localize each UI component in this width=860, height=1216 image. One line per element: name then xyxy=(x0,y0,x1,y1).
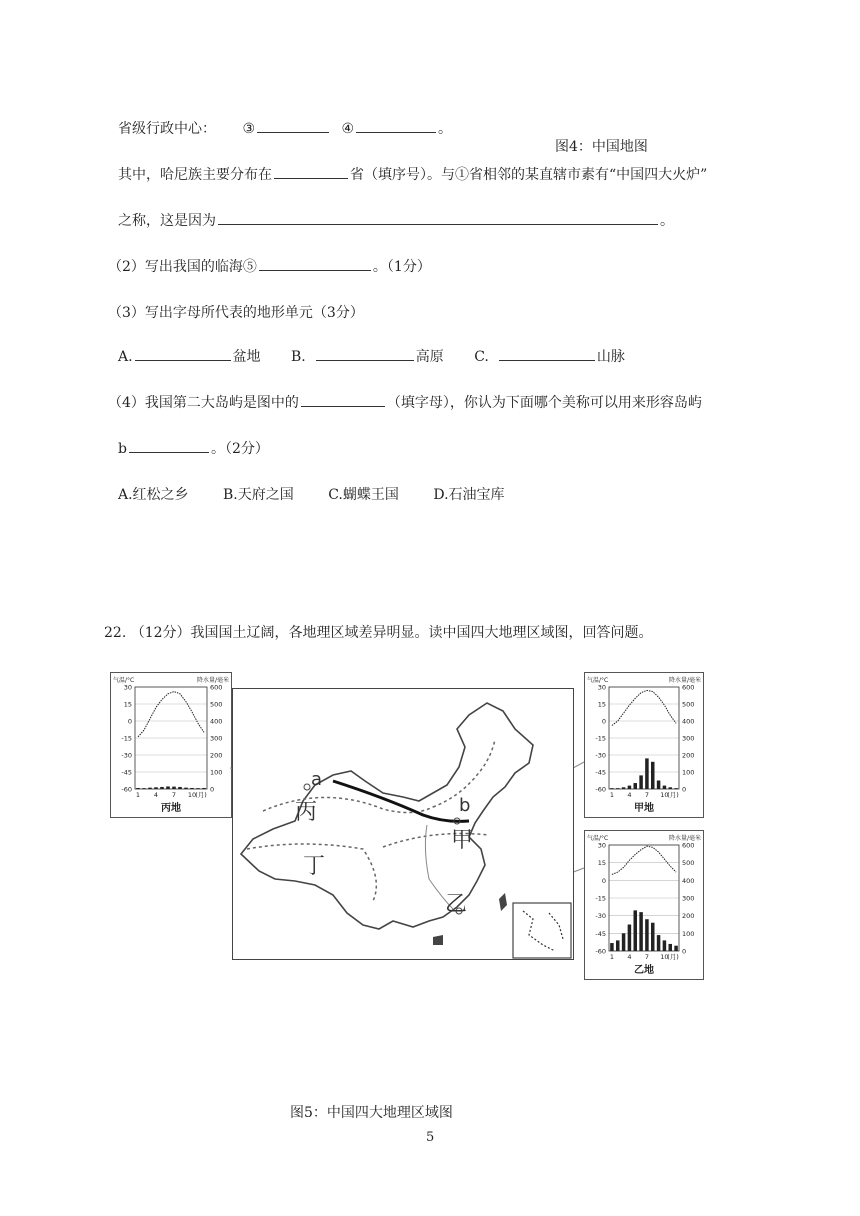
month-tick: 10 xyxy=(660,791,669,799)
precip-tick: 600 xyxy=(682,683,695,692)
map-label-jia: 甲 xyxy=(451,828,474,853)
month-tick: 4 xyxy=(627,791,632,799)
precip-tick: 500 xyxy=(682,700,695,709)
q4-option-a[interactable]: A.红松之乡 xyxy=(118,487,189,503)
fig4-caption: 图4：中国地图 xyxy=(555,139,648,155)
q4-option-c[interactable]: C.蝴蝶王国 xyxy=(328,487,399,503)
precip-tick: 500 xyxy=(682,859,695,868)
map-label-a: a xyxy=(311,769,323,790)
precip-tick: 600 xyxy=(682,841,695,850)
month-tick: 1 xyxy=(609,953,614,961)
month-unit: (月) xyxy=(667,791,679,799)
map-label-bing: 丙 xyxy=(295,800,318,825)
month-tick: 10 xyxy=(187,791,197,799)
map-label-yi: 乙 xyxy=(445,892,468,917)
temp-axis-label: 气温/°C xyxy=(587,835,609,842)
q3-a-suffix: 盆地 xyxy=(232,349,261,365)
south-china-sea-inset xyxy=(513,903,571,958)
month-unit: (月) xyxy=(195,791,207,799)
precip-tick: 600 xyxy=(210,683,223,692)
temp-tick: -60 xyxy=(121,785,132,794)
china-regions-map xyxy=(232,688,574,960)
temp-tick: -60 xyxy=(595,947,606,956)
q3-b-prefix: B. xyxy=(291,349,306,365)
q3-c-prefix: C. xyxy=(474,349,489,365)
boundary-northwest xyxy=(263,797,433,812)
q1-line3-end: 。 xyxy=(660,213,674,229)
precip-tick: 200 xyxy=(682,751,695,760)
temp-tick: -30 xyxy=(595,912,606,921)
precip-tick: 100 xyxy=(210,768,223,777)
temp-tick: 15 xyxy=(597,859,606,868)
month-tick: 1 xyxy=(609,791,614,799)
blank-4-label: ④ xyxy=(341,121,355,137)
temp-tick: 15 xyxy=(597,700,606,709)
blank-3-label: ③ xyxy=(242,121,256,137)
q1-line2-b: 省（填序号）。与①省相邻的某直辖市素有“中国四大火炉” xyxy=(350,167,708,183)
temp-tick: -30 xyxy=(121,751,132,760)
precip-tick: 400 xyxy=(210,717,223,726)
q4-line2-a: b xyxy=(118,441,127,457)
q4-option-b[interactable]: B.天府之国 xyxy=(223,487,294,503)
temp-tick: -30 xyxy=(595,751,606,760)
precip-tick: 500 xyxy=(210,700,223,709)
month-tick: 7 xyxy=(644,953,649,961)
temp-tick: 30 xyxy=(597,683,606,692)
month-tick: 7 xyxy=(171,791,177,799)
month-tick: 4 xyxy=(627,953,632,961)
precip-tick: 400 xyxy=(682,717,695,726)
q3-text: （3）写出字母所代表的地形单元（3分） xyxy=(108,305,364,321)
island-hainan xyxy=(433,935,443,945)
precip-tick: 0 xyxy=(682,947,687,956)
chart-place-name: 乙地 xyxy=(634,965,654,976)
temp-tick: 0 xyxy=(601,717,606,726)
month-unit: (月) xyxy=(667,953,679,961)
precip-tick: 300 xyxy=(682,734,695,743)
q4-option-d[interactable]: D.石油宝库 xyxy=(433,487,505,503)
q1-line3-a: 之称，这是因为 xyxy=(118,213,216,229)
q3-c-suffix: 山脉 xyxy=(596,349,625,365)
month-tick: 4 xyxy=(153,791,159,799)
temp-tick: -60 xyxy=(595,785,606,794)
precip-axis-label: 降水量/毫米 xyxy=(668,835,701,842)
map-label-ding: 丁 xyxy=(303,854,326,879)
precip-axis-label: 降水量/毫米 xyxy=(668,677,701,684)
q22-text: 22. （12分）我国国土辽阔，各地理区域差异明显。读中国四大地理区域图，回答问题。 xyxy=(104,625,653,641)
temp-tick: 0 xyxy=(601,876,606,885)
precip-axis-label: 降水量/毫米 xyxy=(196,677,229,684)
chart-place-name: 甲地 xyxy=(634,803,654,814)
precip-tick: 200 xyxy=(682,912,695,921)
q4-text-b: （填字母），你认为下面哪个美称可以用来形容岛屿 xyxy=(386,395,702,411)
temp-tick: 15 xyxy=(123,700,132,709)
map-label-b: b xyxy=(459,795,471,816)
chart-place-name: 丙地 xyxy=(161,803,181,814)
temp-tick: 30 xyxy=(597,841,606,850)
precip-tick: 100 xyxy=(682,768,695,777)
temp-tick: 0 xyxy=(127,717,132,726)
q4-line2-b: 。（2分） xyxy=(210,441,269,457)
q4-text-a: （4）我国第二大岛屿是图中的 xyxy=(108,395,299,411)
precip-tick: 300 xyxy=(210,734,223,743)
temp-tick: 30 xyxy=(123,683,132,692)
page-number: 5 xyxy=(426,1130,435,1145)
precip-tick: 100 xyxy=(682,929,695,938)
month-tick: 10 xyxy=(660,953,669,961)
q1-line2-a: 其中，哈尼族主要分布在 xyxy=(118,167,272,183)
precip-tick: 400 xyxy=(682,876,695,885)
q1-line1-end: 。 xyxy=(438,121,453,137)
precip-tick: 0 xyxy=(682,785,687,794)
q3-b-suffix: 高原 xyxy=(415,349,444,365)
temp-tick: -15 xyxy=(121,734,132,743)
q1-line1-prefix: 省级行政中心： xyxy=(118,121,216,137)
temp-tick: -15 xyxy=(595,734,606,743)
precip-tick: 300 xyxy=(682,894,695,903)
month-tick: 7 xyxy=(644,791,649,799)
q3-a-prefix: A. xyxy=(118,349,133,365)
china-outline xyxy=(233,689,573,959)
china-border xyxy=(241,703,533,929)
temp-axis-label: 气温/°C xyxy=(587,677,609,684)
temp-tick: -45 xyxy=(595,768,606,777)
point-bing xyxy=(304,784,310,790)
precip-tick: 0 xyxy=(210,785,215,794)
precip-tick: 200 xyxy=(210,751,223,760)
temp-axis-label: 气温/°C xyxy=(113,677,135,684)
temp-tick: -45 xyxy=(595,929,606,938)
temp-tick: -45 xyxy=(121,768,132,777)
month-tick: 1 xyxy=(135,791,141,799)
fig5-caption: 图5：中国四大地理区域图 xyxy=(290,1105,453,1121)
temp-tick: -15 xyxy=(595,894,606,903)
line-a-b xyxy=(333,781,469,821)
q2-text-b: 。（1分） xyxy=(372,259,431,275)
island-taiwan xyxy=(499,893,507,911)
q2-text-a: （2）写出我国的临海⑤ xyxy=(108,259,257,275)
